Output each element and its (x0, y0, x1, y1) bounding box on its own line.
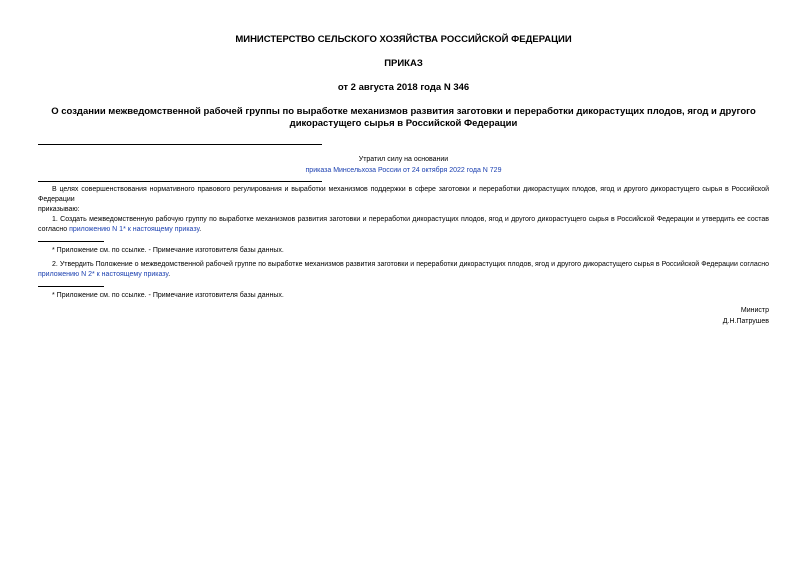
date-number-heading: от 2 августа 2018 года N 346 (337, 82, 470, 93)
appendix-1-link[interactable]: приложению N 1* к настоящему приказу (69, 226, 200, 233)
item-1-end: . (199, 226, 202, 233)
ministry-heading: МИНИСТЕРСТВО СЕЛЬСКОГО ХОЗЯЙСТВА РОССИЙСКОЙ ФЕДЕРАЦИИ (235, 34, 572, 45)
item-2-end: . (168, 271, 171, 278)
item-2-paragraph (38, 260, 769, 280)
signatory-name: Д.Н.Патрушев (722, 317, 769, 325)
footnote-divider-1 (38, 241, 104, 242)
signature-block (38, 306, 769, 327)
divider-top (38, 144, 322, 145)
divider-middle (38, 181, 322, 182)
footnote-divider-2 (38, 286, 104, 287)
footnote-2: * Приложение см. по ссылке. - Примечание изготовителя базы данных. (52, 292, 284, 299)
signatory-position: Министр (740, 307, 769, 314)
expired-notice (38, 155, 769, 176)
expired-order-link[interactable]: приказа Минсельхоза России от 24 октября 2022 года N 729 (305, 166, 502, 174)
item-2-text: 2. Утвердить Положение о межведомственной рабочей группе по выработке механизмов развития заготовки и переработки дикорастущих плодов, ягод и другого дикорастущего сырья в Российской Федерации согласно (52, 261, 769, 268)
document-title: О создании межведомственной рабочей группы по выработке механизмов развития заготовки и переработки дикорастущих плодов, ягод и другого дикорастущего сырья в Российской Федерации (51, 106, 756, 129)
order-word: приказываю: (38, 206, 80, 213)
item-1-text: 1. Создать межведомственную рабочую группу по выработке механизмов развития заготовки и переработки дикорастущих плодов, ягод и другого дикорастущего сырья в Российской Федерации и утвердить ее состав согласно (38, 216, 769, 233)
document-type-heading: ПРИКАЗ (384, 58, 423, 69)
appendix-2-link[interactable]: приложению N 2* к настоящему приказу (38, 271, 169, 278)
expired-label: Утратил силу на основании (358, 156, 449, 163)
document-page (38, 34, 769, 327)
preamble-paragraph: В целях совершенствования нормативного правового регулирования и выработки механизмов поддержки в сфере заготовки и переработки дикорастущих плодов, ягод и другого дикорастущего сырья в Российской Федерации (38, 186, 769, 203)
item-1-paragraph (38, 215, 769, 235)
footnote-1: * Приложение см. по ссылке. - Примечание изготовителя базы данных. (52, 247, 284, 254)
